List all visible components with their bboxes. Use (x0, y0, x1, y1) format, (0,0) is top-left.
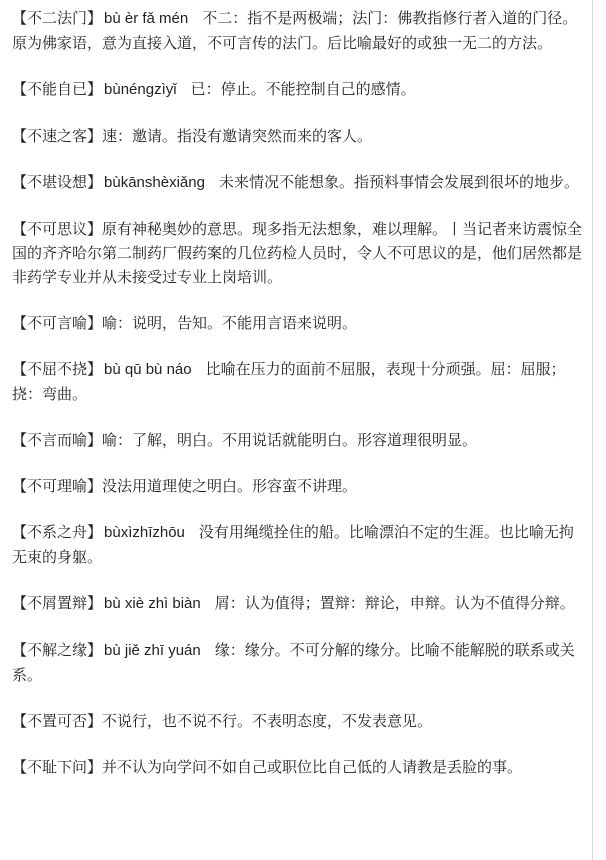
page-right-border (592, 0, 593, 860)
idiom-term: 【不耻下问】 (12, 758, 103, 776)
idiom-definition: 没有用绳缆拴住的船。比喻漂泊不定的生涯。也比喻无拘无束的身躯。 (12, 523, 574, 566)
idiom-term: 【不系之舟】 (12, 523, 103, 541)
idiom-term: 【不速之客】 (12, 127, 103, 145)
idiom-definition: 未来情况不能想象。指预料事情会发展到很坏的地步。 (218, 173, 579, 191)
idiom-pinyin: bù èr fǎ mén (104, 10, 189, 27)
idiom-entry (12, 755, 588, 779)
idiom-definition: 缘：缘分。不可分解的缘分。比喻不能解脱的联系或关系。 (12, 641, 575, 684)
idiom-entry (12, 428, 588, 452)
idiom-definition: 没法用道理使之明白。形容蛮不讲理。 (102, 477, 358, 495)
idiom-term: 【不屑置辩】 (12, 594, 103, 612)
idiom-term: 【不可思议】 (12, 220, 103, 238)
idiom-entry (12, 77, 588, 102)
idiom-entry (12, 638, 588, 687)
idiom-term: 【不屈不挠】 (12, 360, 103, 378)
idiom-definition: 已：停止。不能控制自己的感情。 (190, 80, 416, 98)
idiom-definition: 不二：指不是两极端；法门：佛教指修行者入道的门径。原为佛家语，意为直接入道，不可言传的法门。后比喻最好的或独一无二的方法。 (12, 9, 578, 52)
idiom-pinyin: bù jiě zhī yuán (104, 642, 201, 659)
idiom-entry (12, 591, 588, 616)
idiom-definition: 速：邀请。指没有邀请突然而来的客人。 (102, 127, 373, 145)
idiom-entry (12, 520, 588, 569)
idiom-entry (12, 474, 588, 498)
idiom-pinyin: bùxìzhīzhōu (104, 524, 185, 541)
idiom-term: 【不可理喻】 (12, 477, 103, 495)
idiom-entry (12, 217, 588, 289)
idiom-entry (12, 709, 588, 733)
idiom-definition: 不说行，也不说不行。不表明态度，不发表意见。 (102, 712, 433, 730)
idiom-term: 【不堪设想】 (12, 173, 103, 191)
idiom-pinyin: bùkānshèxiǎng (104, 174, 205, 191)
idiom-term: 【不言而喻】 (12, 431, 103, 449)
idiom-entry (12, 357, 588, 406)
idiom-entry (12, 6, 588, 55)
idiom-term: 【不能自已】 (12, 80, 103, 98)
idiom-term: 【不可言喻】 (12, 314, 103, 332)
idiom-term: 【不置可否】 (12, 712, 103, 730)
idiom-definition: 原有神秘奥妙的意思。现多指无法想象，难以理解。丨当记者来访震惊全国的齐齐哈尔第二制药厂假药案的几位药检人员时，令人不可思议的是，他们居然都是非药学专业并从未接受过专业上岗培训。 (12, 220, 583, 286)
idiom-definition: 比喻在压力的面前不屈服，表现十分顽强。屈：屈服；挠：弯曲。 (12, 360, 566, 403)
idiom-pinyin: bù qū bù náo (104, 361, 192, 378)
idiom-entry (12, 170, 588, 195)
idiom-term: 【不解之缘】 (12, 641, 103, 659)
idiom-term: 【不二法门】 (12, 9, 103, 27)
idiom-definition: 并不认为向学问不如自己或职位比自己低的人请教是丢脸的事。 (102, 758, 523, 776)
idiom-definition: 屑：认为值得；置辩：辩论，申辩。认为不值得分辩。 (214, 594, 575, 612)
idiom-pinyin: bùnéngzìyǐ (104, 81, 177, 98)
idiom-pinyin: bù xiè zhì biàn (104, 595, 201, 612)
idiom-entry (12, 311, 588, 335)
idiom-definition: 喻：说明，告知。不能用言语来说明。 (102, 314, 358, 332)
idiom-entry (12, 124, 588, 148)
idiom-definition: 喻：了解，明白。不用说话就能明白。形容道理很明显。 (102, 431, 478, 449)
